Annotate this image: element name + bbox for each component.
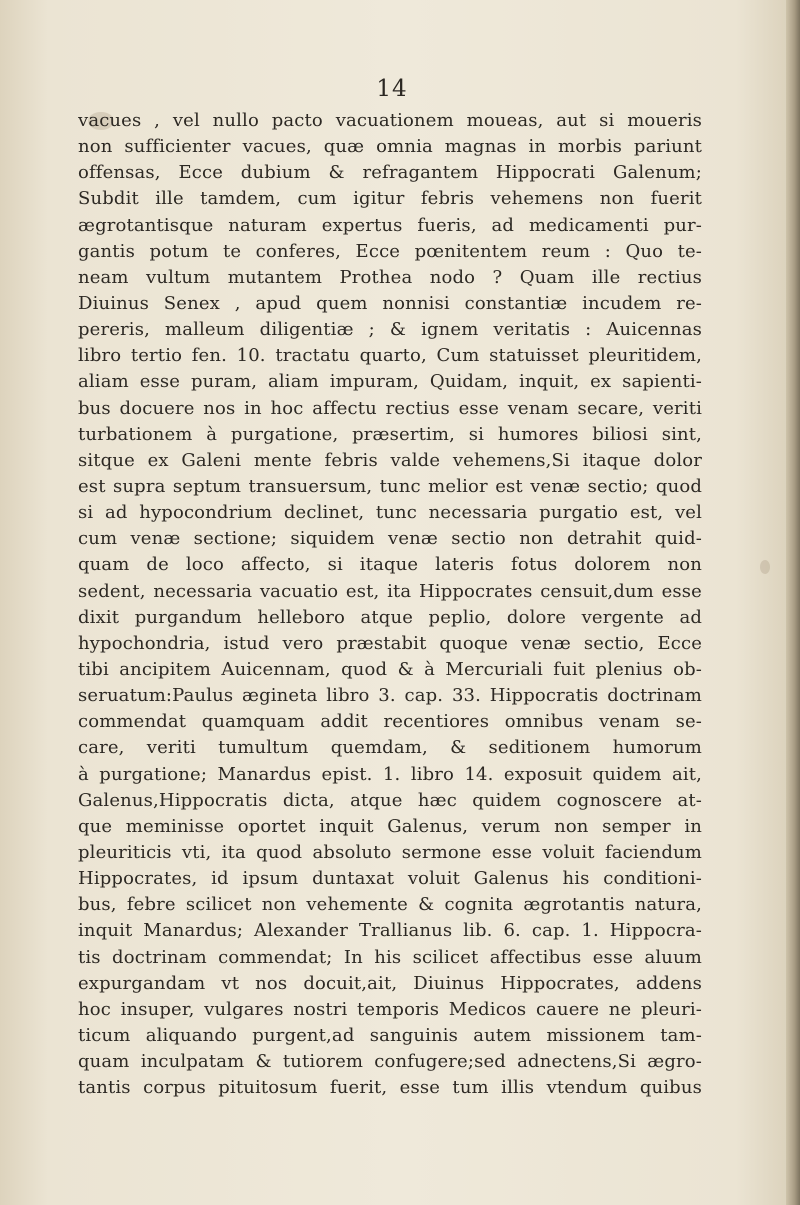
text-line: cum venæ sectione; siquidem venæ sectio non detrahit quid- bbox=[78, 528, 702, 550]
text-line: tantis corpus pituitosum fuerit, esse tum illis vtendum quibus bbox=[78, 1077, 702, 1099]
paper-stain bbox=[760, 560, 770, 574]
text-line: pleuriticis vti, ita quod absoluto sermone esse voluit faciendum bbox=[78, 841, 702, 863]
text-line: expurgandam vt nos docuit,ait, Diuinus Hippocrates, addens bbox=[78, 972, 702, 994]
text-line: offensas, Ecce dubium & refragantem Hippocrati Galenum; bbox=[78, 162, 702, 184]
text-line: Diuinus Senex , apud quem nonnisi constantiæ incudem re- bbox=[78, 292, 702, 314]
text-line: non sufficienter vacues, quæ omnia magnas in morbis pariunt bbox=[78, 136, 702, 158]
text-line: Subdit ille tamdem, cum igitur febris vehemens non fuerit bbox=[78, 188, 702, 210]
text-line: vacues , vel nullo pacto vacuationem moueas, aut si moueris bbox=[78, 110, 702, 131]
body-text bbox=[78, 108, 702, 1101]
text-line: gantis potum te conferes, Ecce pœnitentem reum : Quo te- bbox=[78, 240, 702, 262]
text-line: tibi ancipitem Auicennam, quod & à Mercuriali fuit plenius ob- bbox=[78, 658, 702, 680]
text-line: à purgatione; Manardus epist. 1. libro 14. exposuit quidem ait, bbox=[78, 763, 702, 785]
text-line: care, veriti tumultum quemdam, & seditionem humorum bbox=[78, 737, 702, 759]
text-line: tis doctrinam commendat; In his scilicet affectibus esse aluum bbox=[78, 946, 702, 968]
text-line: sitque ex Galeni mente febris valde vehemens,Si itaque dolor bbox=[78, 449, 702, 471]
page-edge-shadow bbox=[786, 0, 800, 1205]
text-line: quam de loco affecto, si itaque lateris fotus dolorem non bbox=[78, 554, 702, 576]
text-line: aliam esse puram, aliam impuram, Quidam, inquit, ex sapienti- bbox=[78, 371, 702, 393]
text-line: quam inculpatam & tutiorem confugere;sed adnectens,Si ægro- bbox=[78, 1051, 702, 1073]
text-line: inquit Manardus; Alexander Trallianus lib. 6. cap. 1. Hippocra- bbox=[78, 920, 702, 942]
text-line: Galenus,Hippocratis dicta, atque hæc quidem cognoscere at- bbox=[78, 789, 702, 811]
text-line: que meminisse oportet inquit Galenus, verum non semper in bbox=[78, 815, 702, 837]
text-line: ægrotantisque naturam expertus fueris, ad medicamenti pur- bbox=[78, 214, 702, 236]
text-line: hoc insuper, vulgares nostri temporis Medicos cauere ne pleuri- bbox=[78, 998, 702, 1020]
text-line: bus docuere nos in hoc affectu rectius esse venam secare, veriti bbox=[78, 397, 702, 419]
text-line: commendat quamquam addit recentiores omnibus venam se- bbox=[78, 711, 702, 733]
text-line: neam vultum mutantem Prothea nodo ? Quam ille rectius bbox=[78, 266, 702, 288]
text-line: est supra septum transuersum, tunc melior est venæ sectio; quod bbox=[78, 475, 702, 497]
text-line: turbationem à purgatione, præsertim, si humores biliosi sint, bbox=[78, 423, 702, 445]
page-number: 14 bbox=[376, 76, 408, 102]
text-line: Hippocrates, id ipsum duntaxat voluit Galenus his conditioni- bbox=[78, 868, 702, 890]
text-line: si ad hypocondrium declinet, tunc necessaria purgatio est, vel bbox=[78, 502, 702, 524]
text-line: sedent, necessaria vacuatio est, ita Hippocrates censuit,dum esse bbox=[78, 580, 702, 602]
text-line: ticum aliquando purgent,ad sanguinis autem missionem tam- bbox=[78, 1024, 702, 1046]
text-line: bus, febre scilicet non vehemente & cognita ægrotantis natura, bbox=[78, 894, 702, 916]
text-line: pereris, malleum diligentiæ ; & ignem veritatis : Auicennas bbox=[78, 319, 702, 341]
text-line: seruatum:Paulus æginetа libro 3. cap. 33. Hippocratis doctrinam bbox=[78, 685, 702, 707]
text-line: libro tertio fen. 10. tractatu quarto, Cum statuisset pleuritidem, bbox=[78, 345, 702, 367]
text-line: hypochondria, istud vero præstabit quoque venæ sectio, Ecce bbox=[78, 632, 702, 654]
text-line: dixit purgandum helleboro atque peplio, dolore vergente ad bbox=[78, 606, 702, 628]
